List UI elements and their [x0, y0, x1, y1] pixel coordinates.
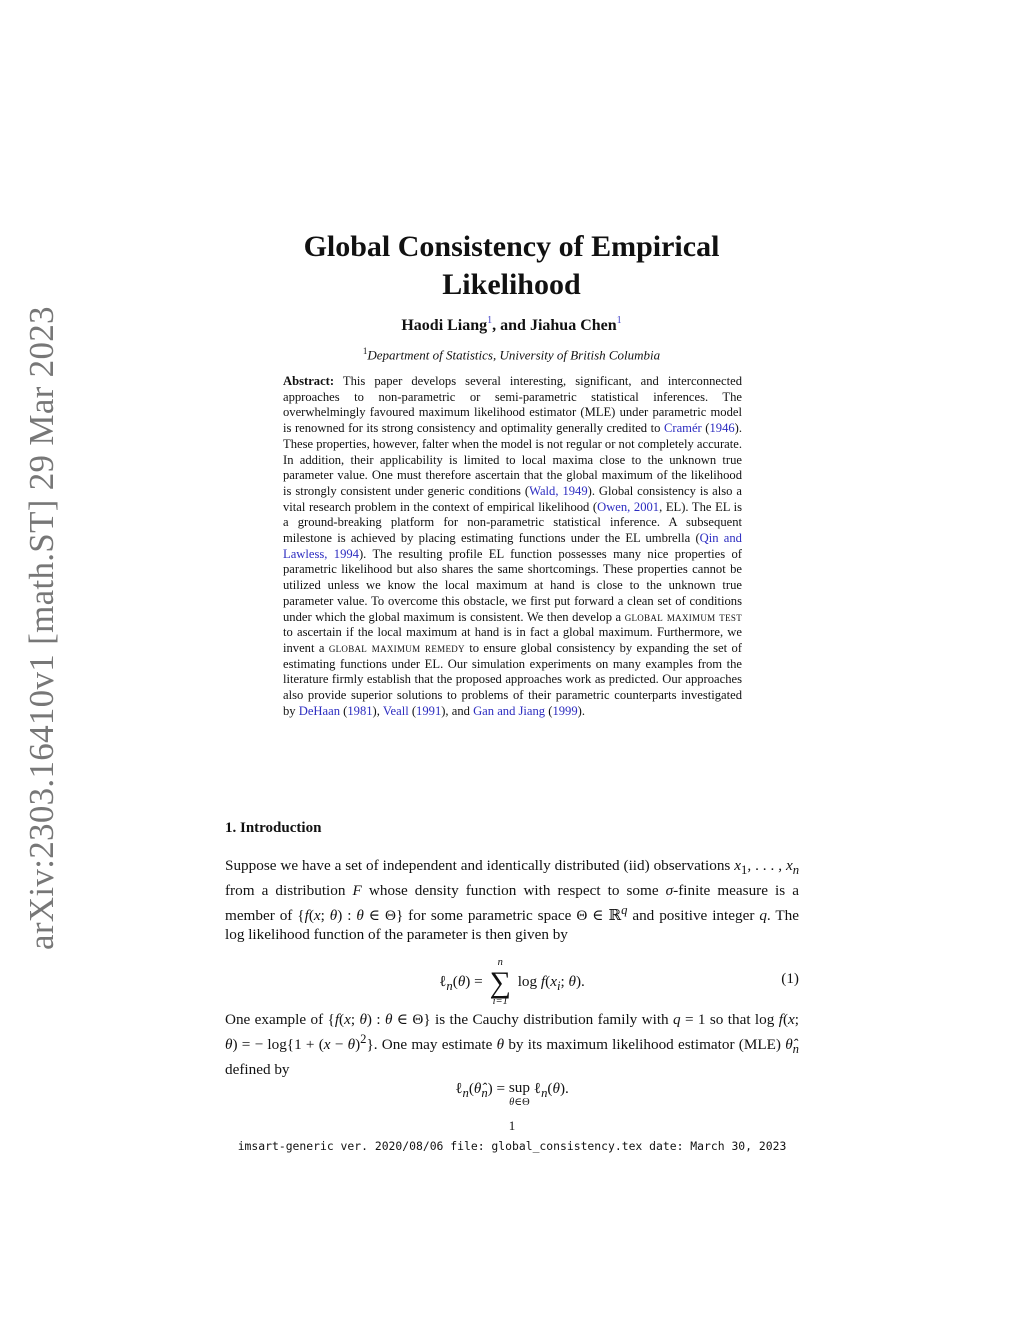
paper-title: Global Consistency of Empirical Likelihood [303, 230, 720, 301]
citation-link[interactable]: Owen, 2001 [597, 499, 660, 514]
affiliation-marker[interactable]: 1 [616, 315, 622, 326]
author-line: Haodi Liang$^1$, and Jiahua Chen$^1$ [401, 315, 622, 334]
section-heading: 1. Introduction [225, 820, 322, 836]
citation-link[interactable]: Qin and Lawless, 1994 [283, 531, 742, 561]
arxiv-sidebar-stamp: arXiv:2303.16410v1 [math.ST] 29 Mar 2023 [22, 306, 61, 950]
citation-link[interactable]: 1981 [347, 703, 373, 718]
equation-mle: $\ell_n(\thetâ_n)$ = sup θ∈Θ ℓ$_n$(θ). [455, 1079, 569, 1108]
equation-log-likelihood: ℓ$_n$(θ) = n ∑ i=1 $\log f(x_i$; θ). (1) [439, 957, 799, 1007]
method-name: global maximum test [624, 609, 742, 624]
author-name[interactable]: Jiahua Chen [529, 317, 617, 334]
intro-paragraph: One example of {f(x; θ) : θ ∈ Θ} is the Cauchy distribution family with q = 1 so that log f(x; θ) = − $\log\{1 + (x - \theta)^2\}$. One may estimate θ by its maximum likelihood estimator (MLE) $\thetâ_n$ defined by [225, 1011, 799, 1078]
citation-link[interactable]: Wald, 1949 [529, 483, 588, 498]
affiliation: $^1$Department of Statistics, University of British Columbia [362, 346, 661, 363]
method-name: global maximum remedy [328, 640, 465, 655]
intro-paragraph: Suppose we have a set of independent and identically distributed (iid) observations $x_1$, . . . , $x_n$ from a distribution F whose density function with respect to some σ-finite measure is a member of {f(x; θ) : θ ∈ Θ} for some parametric space Θ ∈ ℝ$^q$ and positive integer q. The log likelihood function of the parameter is then given by [225, 857, 800, 944]
page-footer: imsart-generic ver. 2020/08/06 file: global_consistency.tex date: March 30, 2023 [237, 1139, 787, 1153]
author-name[interactable]: Haodi Liang [401, 317, 488, 334]
citation-link[interactable]: DeHaan [298, 703, 341, 718]
abstract-label: Abstract: [283, 374, 335, 388]
citation-link[interactable]: Cramér [663, 421, 702, 436]
equation-number: (1) [781, 970, 799, 987]
citation-link[interactable]: Veall [382, 703, 409, 718]
citation-link[interactable]: Gan and Jiang [473, 703, 546, 718]
citation-link[interactable]: 1999 [552, 703, 578, 718]
affiliation-marker[interactable]: 1 [487, 315, 493, 326]
citation-link[interactable]: 1946 [709, 421, 735, 436]
page-number: 1 [508, 1118, 516, 1133]
citation-link[interactable]: 1991 [416, 703, 442, 718]
abstract: Abstract: This paper develops several interesting, significant, and interconnected approaches to non-parametric or semi-parametric statistical inferences. The overwhelmingly favoured maximum likelihood estimator (MLE) under parametric model is renowned for its strong consistency and optimality generally credited to Cramér (1946). These properties, however, falter when the model is not regular or not completely accurate. In addition, their applicability is limited to local maxima close to the unknown true parameter value. One must therefore ascertain that the global maximum of the likelihood is strongly consistent under generic conditions (Wald, 1949). Global consistency is also a vital research problem in the context of empirical likelihood (Owen, 2001, EL). The EL is a ground-breaking platform for non-parametric statistical inference. A subsequent milestone is achieved by placing estimating functions under the EL umbrella (Qin and Lawless, 1994). The resulting profile EL function possesses many nice properties of parametric likelihood but also shares the same shortcomings. These properties cannot be utilized unless we know the local maximum at hand is close to the unknown true parameter value. To overcome this obstacle, we first put forward a clean set of conditions under which the global maximum is consistent. We then develop a global maximum test to ascertain if the local maximum at hand is in fact a global maximum. Furthermore, we invent a global maximum remedy to ensure global consistency by expanding the set of estimating functions under EL. Our simulation experiments on many examples from the literature firmly establish that the proposed approaches work as predicted. Our approaches also provide superior solutions to problems of their parametric counterparts investigated by DeHaan (1981), Veall (1991), and Gan and Jiang (1999). [283, 374, 742, 718]
